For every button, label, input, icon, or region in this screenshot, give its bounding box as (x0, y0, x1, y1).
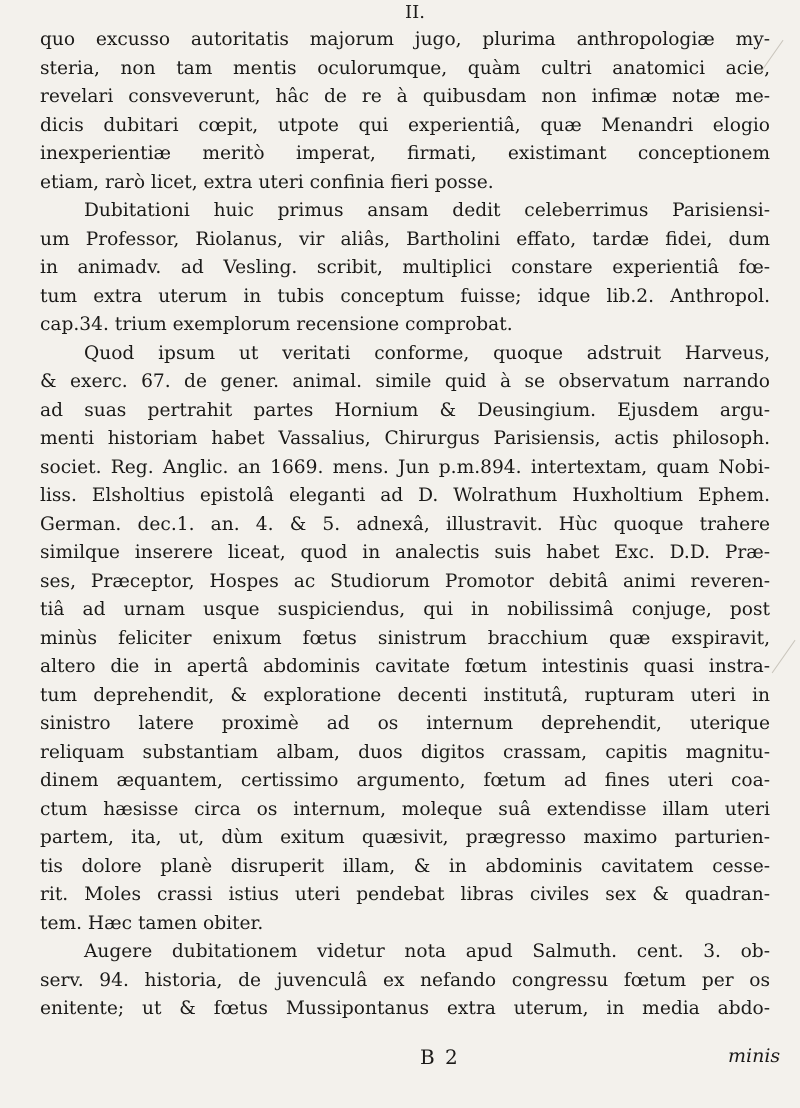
text-line: enitente; ut & fœtus Mussipontanus extra uterum, in media abdo- (40, 998, 770, 1019)
text-line: dicis dubitari cœpit, utpote qui experientiâ, quæ Menandri elogio (40, 114, 770, 136)
text-line: revelari consveverunt, hâc de re à quibusdam non infimæ notæ me- (40, 86, 770, 107)
text-line: & exerc. 67. de gener. animal. simile quid à se observatum narrando (40, 371, 770, 392)
text-line: menti historiam habet Vassalius, Chirurgus Parisiensis, actis philosoph. (40, 428, 770, 449)
text-line: rit. Moles crassi istius uteri pendebat libras civiles sex & quadran- (40, 884, 770, 905)
text-line: Dubitationi huic primus ansam dedit celeberrimus Parisiensi- (84, 200, 770, 221)
text-line: altero die in apertâ abdominis cavitate fœtum intestinis quasi instra- (40, 656, 770, 677)
text-line: inexperientiæ meritò imperat, firmati, existimant conceptionem (40, 143, 770, 164)
margin-pencil-mark (772, 640, 800, 680)
signature-mark: B 2 (420, 1045, 460, 1069)
text-line: tum deprehendit, & exploratione decenti institutâ, rupturam uteri in (40, 684, 770, 706)
text-line: etiam, rarò licet, extra uteri confinia fieri posse. (40, 171, 494, 193)
text-line: reliquam substantiam albam, duos digitos crassam, capitis magnitu- (40, 741, 770, 763)
text-line: tum extra uterum in tubis conceptum fuisse; idque lib.2. Anthropol. (40, 285, 770, 307)
text-line: ad suas pertrahit partes Hornium & Deusingium. Ejusdem argu- (40, 399, 770, 421)
text-line: dinem æquantem, certissimo argumento, fœtum ad fines uteri coa- (40, 770, 770, 791)
text-line: sinistro latere proximè ad os internum deprehendit, uterique (40, 713, 770, 734)
body-text (40, 26, 770, 1024)
catchword: minis (728, 1045, 781, 1067)
text-line: um Professor, Riolanus, vir aliâs, Bartholini effato, tardæ fidei, dum (40, 228, 770, 250)
text-line: German. dec.1. an. 4. & 5. adnexâ, illustravit. Hùc quoque trahere (40, 513, 770, 535)
text-line: partem, ita, ut, dùm exitum quæsivit, prægresso maximo parturien- (40, 827, 770, 848)
text-line: Augere dubitationem videtur nota apud Salmuth. cent. 3. ob- (84, 941, 770, 962)
text-line: steria, non tam mentis oculorumque, quàm cultri anatomici acie, (40, 57, 770, 79)
text-line: serv. 94. historia, de juvenculâ ex nefando congressu fœtum per os (40, 969, 770, 991)
text-line: ctum hæsisse circa os internum, moleque suâ extendisse illam uteri (40, 798, 770, 820)
text-line: tem. Hæc tamen obiter. (40, 912, 264, 934)
text-line: tis dolore planè disruperit illam, & in abdominis cavitatem cesse- (40, 855, 770, 877)
text-line: tiâ ad urnam usque suspiciendus, qui in nobilissimâ conjuge, post (40, 599, 770, 620)
text-line: minùs feliciter enixum fœtus sinistrum bracchium quæ exspiravit, (40, 627, 770, 649)
page-number: II. (405, 2, 425, 23)
text-line: societ. Reg. Anglic. an 1669. mens. Jun p.m.894. intertextam, quam Nobi- (40, 456, 770, 478)
text-line: liss. Elsholtius epistolâ eleganti ad D. Wolrathum Huxholtium Ephem. (40, 485, 770, 506)
text-line: quo excusso autoritatis majorum jugo, plurima anthropologiæ my- (40, 29, 770, 50)
text-line: Quod ipsum ut veritati conforme, quoque adstruit Harveus, (84, 342, 770, 364)
text-line: ses, Præceptor, Hospes ac Studiorum Promotor debitâ animi reveren- (40, 570, 770, 592)
text-line: cap.34. trium exemplorum recensione comprobat. (40, 314, 513, 335)
text-line: in animadv. ad Vesling. scribit, multiplici constare experientiâ fœ- (40, 257, 770, 278)
text-line: similque inserere liceat, quod in analectis suis habet Exc. D.D. Præ- (40, 542, 770, 563)
